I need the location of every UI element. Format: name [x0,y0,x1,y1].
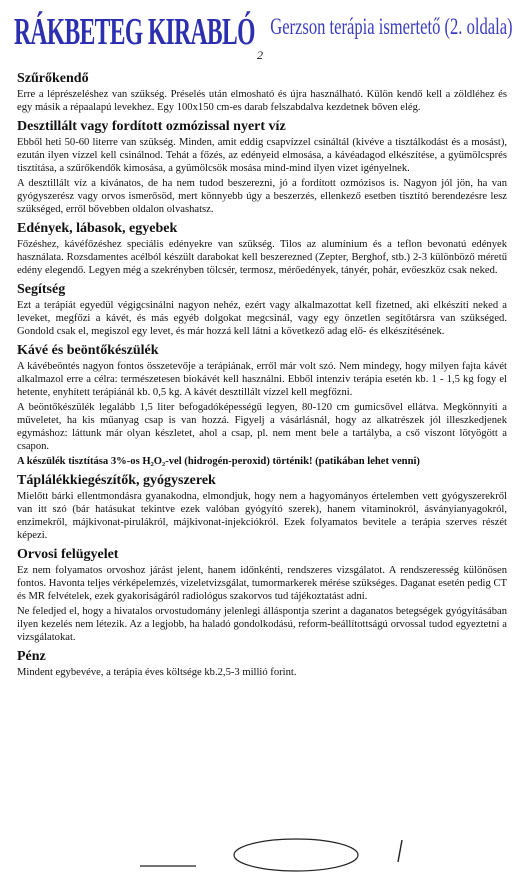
paragraph-bold: A készülék tisztítása 3%-os H₂O₂-vel (hidrogén-peroxid) történik! (patikában lehet venni) [17,456,420,467]
paragraph: Mielőtt bárki ellentmondásra gyanakodna, elmondjuk, hogy nem a hagyományos értelemben vett gyógyszerekről van itt szó (bár hatásukat tekintve ezek valóban gyógyító szerek), hanem vitaminokról, ásványianyagokról, enzimekről, májkivonat-pirulákról, májkivonat-injekciókról. Ezek folyamatos bevitele a terápia szerves részét képezi. [17,491,507,541]
section-heading-segitseg: Segítség [17,282,66,297]
paragraph: Ebből heti 50-60 literre van szükség. Minden, amit eddig csapvízzel csináltál (kivéve a tisztálkodást és a mosást), ezután ilyen vízzel kell csinálnod. Tehát a főzés, az edényeid elmosása, a kávéadagod elkészítése, a gyümölcsprés tisztítása, a szűrőkendők kimosása, a gyümölcsök mosása mind-mind ilyen vizet igényelnek. [17,137,507,174]
paragraph-cost: Mindent egybevéve, a terápia éves költsége kb.2,5-3 millió forint. [17,667,297,678]
paragraph: Ez nem folyamatos orvoshoz járást jelent, hanem időnkénti, rendszeres vizsgálatot. A rendszeresség különösen fontos. Havonta teljes vérképelemzés, vizeletvizsgálat, tumormarkerek mérése szükséges. Daganat esetén pedig CT és MR felvételek, ezek gyakoriságáról radiológus szakorvos tud tájékoztatást adni. [17,565,507,602]
paragraph: Főzéshez, kávéfőzéshez speciális edényekre van szükség. Tilos az alumínium és a teflon bevonatú edények használata. Rozsdamentes acélból készült darabokat kell beszerezned (Zepter, Berghof, stb.) 2-3 különböző méretű edény elegendő. Legyen még a szekrényben tölcsér, termosz, mérőedények, tányér, pohár, evőeszköz csak neked. [17,239,507,276]
section-heading-taplalek: Táplálékkiegészítők, gyógyszerek [17,473,216,488]
section-heading-orvosi: Orvosi felügyelet [17,547,119,562]
paragraph: Ezt a terápiát egyedül végigcsinálni nagyon nehéz, ezért vagy alkalmazottat kell fizetned, aki elkészíti neked a leveket, megfőzi a kávét, és más egyéb dolgokat megcsinál, vagy egy önzetlen segítőtársra van szükséged. Gondold csak el, megiszol egy levet, és már hozzá kell látni a következő adag elő- és elkészítésének. [17,300,507,337]
document-title: RÁKBETEG KIRABLÓ [14,11,255,53]
paragraph: Ne feledjed el, hogy a hivatalos orvostudomány jelenlegi álláspontja szerint a daganatos betegségek gyógyításában ilyen kezelés nem létezik. Az a legjobb, ha haladó gondolkodású, reform-beállítottságú orvossal tudod egyeztetni a vizsgálatokat. [17,606,507,643]
section-heading-viz: Desztillált vagy fordított ozmózissal nyert víz [17,119,286,134]
document-subtitle: Gerzson terápia ismertető (2. oldala) [270,14,513,39]
document-body [17,66,507,681]
page-number: 2 [257,48,263,62]
section-heading-szurokendo: Szűrőkendő [17,71,89,86]
section-heading-edenyek: Edények, lábasok, egyebek [17,221,178,236]
section-heading-penz: Pénz [17,649,46,664]
paragraph: A desztillált víz a kívánatos, de ha nem tudod beszerezni, jó a fordított ozmózisos is. Nagyon jól jön, ha van gyógyszerész vagy orvos ismerősöd, mert könnyebb úgy a beszerzés, ellenkező esetben tisztító berendezésre lesz szükséged, erről bővebben oldalon olvashatsz. [17,178,507,215]
section-heading-kave: Kávé és beöntőkészülék [17,343,159,358]
paragraph: Erre a léprészeléshez van szükség. Préselés után elmosható és újra használható. Külön kendő kell a zöldléhez és egy másik a répaalapú levekhez. Egy 100x150 cm-es darab felszabdalva kezdetnek bőven elég. [17,89,507,113]
paragraph: A kávébeöntés nagyon fontos összetevője a terápiának, erről már volt szó. Nem mindegy, hogy milyen fajta kávét alkalmazol erre a célra: természetesen biokávét kell használni. Ebből intenziv terápia esetén kb. 1 - 1,5 kg fogy el hetente, enyhített terápiánál kb. 0,5 kg. A kávét desztillált vízzel kell megfőzni. [17,361,507,398]
paragraph: A beöntőkészülék legalább 1,5 liter befogadóképességű legyen, 80-120 cm gumicsővel ellátva. Megkönnyíti a műveletet, ha kis műanyag csap is van hozzá. Figyelj a vásárlásnál, hogy az alkatrészek jól illeszkedjenek egymáshoz: láttunk már olyan készletet, ahol a csap, pl. nem ment bele a tartályba, a cső viszont lötyögött a csapon. [17,402,507,452]
